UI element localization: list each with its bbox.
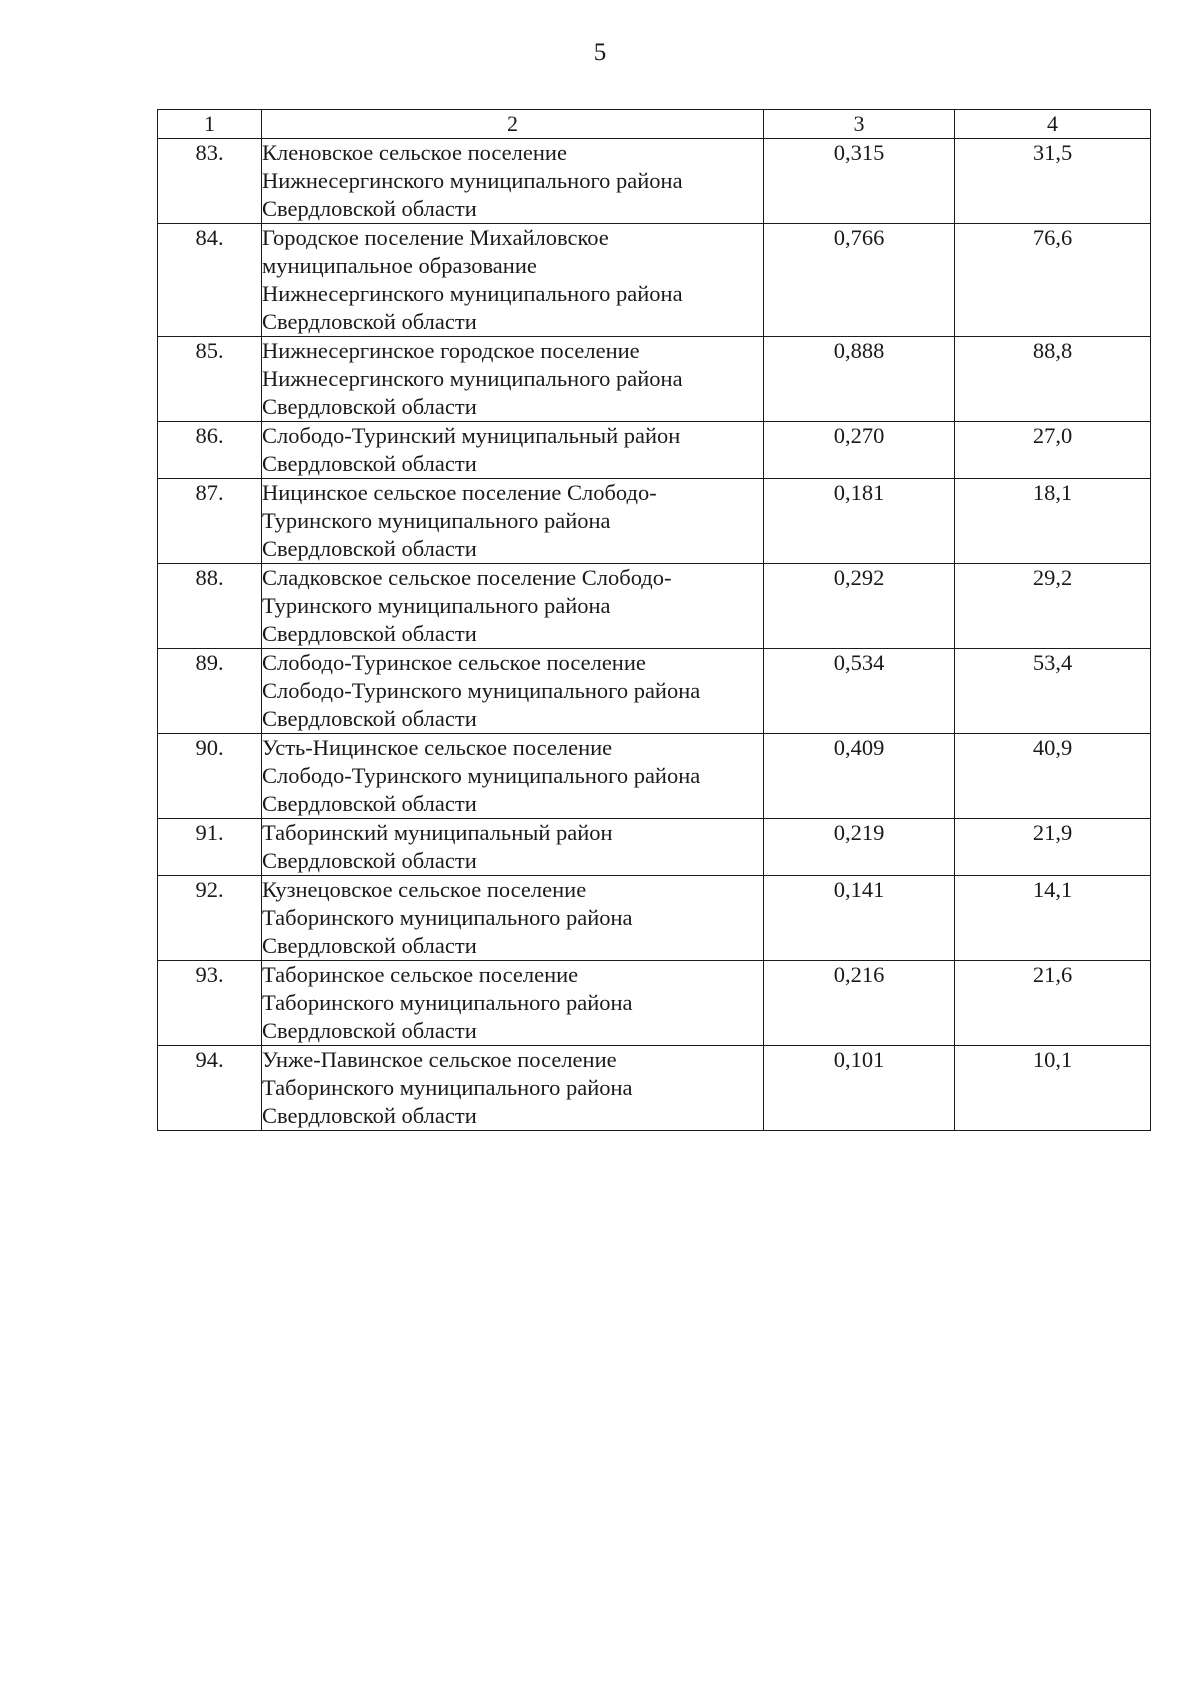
municipality-name-line: Усть-Ницинское сельское поселение <box>262 735 613 760</box>
municipality-name-cell <box>262 479 764 564</box>
data-table <box>157 109 1151 1131</box>
municipality-name-line: Свердловской области <box>262 621 477 646</box>
table-body <box>158 139 1151 1131</box>
table-row <box>158 819 1151 876</box>
municipality-name-cell <box>262 139 764 224</box>
municipality-name-line: Свердловской области <box>262 451 477 476</box>
row-number: 92. <box>158 876 262 961</box>
municipality-name-line: Туринского муниципального района <box>262 508 611 533</box>
municipality-name-line: Ницинское сельское поселение Слободо- <box>262 480 657 505</box>
municipality-name-line: Нижнесергинского муниципального района <box>262 366 683 391</box>
municipality-name-line: Свердловской области <box>262 196 477 221</box>
municipality-name-line: Свердловской области <box>262 1103 477 1128</box>
municipality-name-cell <box>262 961 764 1046</box>
column-3-value: 0,181 <box>764 479 955 564</box>
column-3-value: 0,270 <box>764 422 955 479</box>
column-4-value: 27,0 <box>955 422 1151 479</box>
table-row <box>158 139 1151 224</box>
municipality-name-line: Таборинского муниципального района <box>262 905 633 930</box>
column-3-value: 0,216 <box>764 961 955 1046</box>
municipality-name-line: Слободо-Туринского муниципального района <box>262 763 701 788</box>
table-row <box>158 1046 1151 1131</box>
table-header-row <box>158 110 1151 139</box>
municipality-name-line: Свердловской области <box>262 309 477 334</box>
municipality-name-line: Таборинский муниципальный район <box>262 820 613 845</box>
municipality-name-line: Свердловской области <box>262 706 477 731</box>
row-number: 87. <box>158 479 262 564</box>
row-number: 84. <box>158 224 262 337</box>
row-number: 94. <box>158 1046 262 1131</box>
municipality-name-line: Свердловской области <box>262 1018 477 1043</box>
column-3-value: 0,141 <box>764 876 955 961</box>
column-header-1: 1 <box>158 110 262 139</box>
municipality-name-line: Таборинского муниципального района <box>262 990 633 1015</box>
municipality-name-line: Таборинское сельское поселение <box>262 962 579 987</box>
municipality-name-line: Унже-Павинское сельское поселение <box>262 1047 617 1072</box>
column-4-value: 21,9 <box>955 819 1151 876</box>
table-row <box>158 876 1151 961</box>
municipality-name-line: Свердловской области <box>262 394 477 419</box>
column-4-value: 31,5 <box>955 139 1151 224</box>
row-number: 86. <box>158 422 262 479</box>
municipality-name-line: Туринского муниципального района <box>262 593 611 618</box>
column-3-value: 0,888 <box>764 337 955 422</box>
municipality-name-line: Сладковское сельское поселение Слободо- <box>262 565 672 590</box>
row-number: 89. <box>158 649 262 734</box>
row-number: 93. <box>158 961 262 1046</box>
municipality-name-cell <box>262 422 764 479</box>
municipality-name-line: Слободо-Туринское сельское поселение <box>262 650 646 675</box>
municipality-name-line: Свердловской области <box>262 848 477 873</box>
column-4-value: 29,2 <box>955 564 1151 649</box>
municipality-name-line: Слободо-Туринского муниципального района <box>262 678 701 703</box>
row-number: 90. <box>158 734 262 819</box>
table-row <box>158 564 1151 649</box>
table-row <box>158 649 1151 734</box>
table-row <box>158 224 1151 337</box>
row-number: 83. <box>158 139 262 224</box>
municipality-name-line: Свердловской области <box>262 933 477 958</box>
column-3-value: 0,101 <box>764 1046 955 1131</box>
column-4-value: 76,6 <box>955 224 1151 337</box>
municipality-name-cell <box>262 819 764 876</box>
column-3-value: 0,315 <box>764 139 955 224</box>
column-3-value: 0,409 <box>764 734 955 819</box>
municipality-name-line: Кузнецовское сельское поселение <box>262 877 587 902</box>
table-row <box>158 734 1151 819</box>
municipality-name-line: муниципальное образование <box>262 253 537 278</box>
municipality-name-cell <box>262 1046 764 1131</box>
page-number: 5 <box>593 39 607 66</box>
column-3-value: 0,766 <box>764 224 955 337</box>
column-4-value: 14,1 <box>955 876 1151 961</box>
municipality-name-line: Слободо-Туринский муниципальный район <box>262 423 681 448</box>
column-3-value: 0,292 <box>764 564 955 649</box>
table-row <box>158 422 1151 479</box>
municipality-name-line: Нижнесергинского муниципального района <box>262 281 683 306</box>
row-number: 88. <box>158 564 262 649</box>
municipality-name-cell <box>262 734 764 819</box>
table-row <box>158 961 1151 1046</box>
municipality-name-line: Таборинского муниципального района <box>262 1075 633 1100</box>
row-number: 91. <box>158 819 262 876</box>
municipality-name-line: Городское поселение Михайловское <box>262 225 609 250</box>
column-header-3: 3 <box>764 110 955 139</box>
municipality-name-line: Кленовское сельское поселение <box>262 140 567 165</box>
municipality-name-cell <box>262 876 764 961</box>
column-header-2: 2 <box>262 110 764 139</box>
municipality-name-line: Нижнесергинского муниципального района <box>262 168 683 193</box>
column-3-value: 0,534 <box>764 649 955 734</box>
municipality-name-line: Нижнесергинское городское поселение <box>262 338 640 363</box>
municipality-name-line: Свердловской области <box>262 791 477 816</box>
column-4-value: 88,8 <box>955 337 1151 422</box>
municipality-name-line: Свердловской области <box>262 536 477 561</box>
column-4-value: 10,1 <box>955 1046 1151 1131</box>
row-number: 85. <box>158 337 262 422</box>
table-row <box>158 337 1151 422</box>
table-row <box>158 479 1151 564</box>
column-3-value: 0,219 <box>764 819 955 876</box>
municipality-name-cell <box>262 649 764 734</box>
column-4-value: 53,4 <box>955 649 1151 734</box>
municipality-name-cell <box>262 224 764 337</box>
municipality-name-cell <box>262 564 764 649</box>
column-4-value: 40,9 <box>955 734 1151 819</box>
column-4-value: 21,6 <box>955 961 1151 1046</box>
municipality-name-cell <box>262 337 764 422</box>
column-4-value: 18,1 <box>955 479 1151 564</box>
column-header-4: 4 <box>955 110 1151 139</box>
